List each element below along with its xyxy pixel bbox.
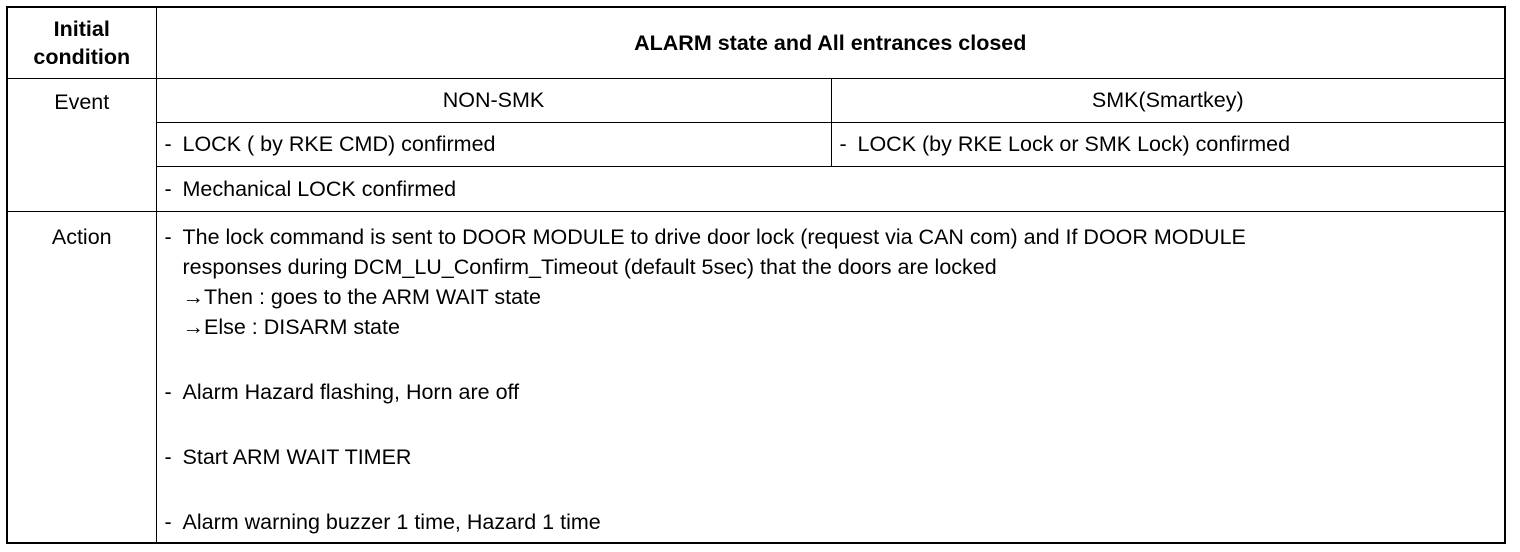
action-cell xyxy=(156,211,1504,542)
spec-table-frame xyxy=(6,6,1506,544)
bullet-dash: - xyxy=(164,132,172,156)
action-item-1-line1: The lock command is sent to DOOR MODULE to drive door lock (request via CAN com) and If DOOR MODULE xyxy=(182,224,1246,249)
action-item-1-line2: responses during DCM_LU_Confirm_Timeout (default 5sec) that the doors are locked xyxy=(182,254,997,279)
bullet-dash: - xyxy=(164,224,172,249)
initial-condition-label xyxy=(8,8,156,78)
action-item-1-else: →Else : DISARM state xyxy=(182,314,400,339)
action-row xyxy=(8,211,1504,542)
bullet-dash: - xyxy=(839,132,847,156)
smk-column-header: SMK(Smartkey) xyxy=(831,78,1504,122)
action-item-3-text: Start ARM WAIT TIMER xyxy=(182,444,412,469)
initial-condition-label-line2: condition xyxy=(33,44,131,69)
non-smk-column-header: NON-SMK xyxy=(156,78,831,122)
action-item-2 xyxy=(165,377,1497,407)
action-label: Action xyxy=(8,211,156,542)
smk-event-text: LOCK (by RKE Lock or SMK Lock) confirmed xyxy=(857,132,1291,156)
bullet-dash: - xyxy=(164,444,172,469)
common-event-cell xyxy=(156,166,1504,211)
initial-condition-row xyxy=(8,8,1504,78)
action-item-2-text: Alarm Hazard flashing, Horn are off xyxy=(182,379,520,404)
event-mechanical-row xyxy=(8,166,1504,211)
event-label: Event xyxy=(8,78,156,211)
action-item-3 xyxy=(165,442,1497,472)
alarm-state-spec-table xyxy=(8,8,1504,542)
action-item-1 xyxy=(165,222,1497,342)
initial-condition-label-line1: Initial xyxy=(53,16,110,41)
action-item-4-text: Alarm warning buzzer 1 time, Hazard 1 time xyxy=(182,509,601,534)
smk-event-cell xyxy=(831,122,1504,166)
bullet-dash: - xyxy=(164,379,172,404)
initial-condition-title: ALARM state and All entrances closed xyxy=(156,8,1504,78)
action-item-1-then: →Then : goes to the ARM WAIT state xyxy=(182,284,541,309)
event-columns-row xyxy=(8,78,1504,122)
bullet-dash: - xyxy=(164,176,172,201)
non-smk-event-cell xyxy=(156,122,831,166)
action-item-4 xyxy=(165,507,1497,537)
common-event-text: Mechanical LOCK confirmed xyxy=(182,176,457,201)
event-lock-row xyxy=(8,122,1504,166)
non-smk-event-text: LOCK ( by RKE CMD) confirmed xyxy=(182,132,496,156)
bullet-dash: - xyxy=(164,509,172,534)
